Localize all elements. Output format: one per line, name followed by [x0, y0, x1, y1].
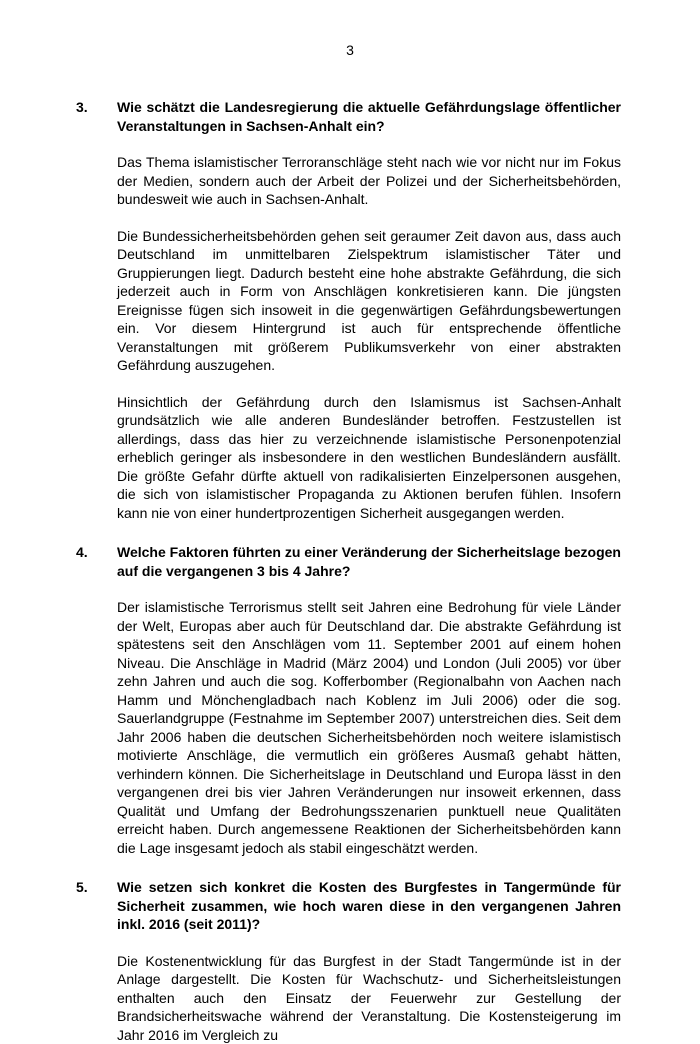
- question-number: 5.: [76, 878, 117, 934]
- question-number: 3.: [76, 98, 117, 135]
- question: [76, 543, 621, 580]
- question-text: Wie setzen sich konkret die Kosten des Burgfestes in Tangermünde für Sicherheit zusammen, wie hoch waren diese in den vergangenen Jahren inkl. 2016 (seit 2011)?: [117, 878, 621, 934]
- answer-paragraph: Hinsichtlich der Gefährdung durch den Islamismus ist Sachsen-Anhalt grundsätzlich wie alle anderen Bundesländer betroffen. Festzustellen ist allerdings, dass das hier zu verzeichnende islamistische Personenpotenzial erheblich geringer als insbesondere in den westlichen Bundesländern ausfällt. Die größte Gefahr dürfte aktuell von radikalisierten Einzelpersonen ausgehen, die sich von islamistischer Propaganda zu Aktionen berufen fühlen. Insofern kann nie von einer hundertprozentigen Sicherheit ausgegangen werden.: [117, 393, 621, 523]
- section-5: [76, 878, 621, 1044]
- section-3: [76, 98, 621, 522]
- page-number: 3: [0, 42, 700, 58]
- answer-paragraph: Das Thema islamistischer Terroranschläge steht nach wie vor nicht nur im Fokus der Medien, sondern auch der Arbeit der Polizei und der Sicherheitsbehörden, bundesweit wie auch in Sachsen-Anhalt.: [117, 153, 621, 209]
- answer: [117, 598, 621, 857]
- section-4: [76, 543, 621, 857]
- question: [76, 98, 621, 135]
- question-number: 4.: [76, 543, 117, 580]
- answer: [117, 153, 621, 522]
- document-body: [76, 98, 621, 1044]
- answer-paragraph: Der islamistische Terrorismus stellt seit Jahren eine Bedrohung für viele Länder der Welt, Europas aber auch für Deutschland dar. Die abstrakte Gefährdung ist spätestens seit den Anschlägen vom 11. September 2001 auf einem hohen Niveau. Die Anschläge in Madrid (März 2004) und London (Juli 2005) vor über zehn Jahren und auch die sog. Kofferbomber (Regionalbahn von Aachen nach Hamm und Mönchengladbach nach Koblenz im Juli 2006) oder die sog. Sauerlandgruppe (Festnahme im September 2007) unterstreichen dies. Seit dem Jahr 2006 haben die deutschen Sicherheitsbehörden noch weitere islamistisch motivierte Anschläge, die vermutlich ein größeres Ausmaß gehabt hätten, verhindern können. Die Sicherheitslage in Deutschland und Europa lässt in den vergangenen drei bis vier Jahren Veränderungen nur insoweit erkennen, dass Qualität und Umfang der Bedrohungsszenarien punktuell neue Qualitäten erreicht haben. Durch angemessene Reaktionen der Sicherheitsbehörden kann die Lage insgesamt jedoch als stabil eingeschätzt werden.: [117, 598, 621, 857]
- question-text: Welche Faktoren führten zu einer Veränderung der Sicherheitslage bezogen auf die vergangenen 3 bis 4 Jahre?: [117, 543, 621, 580]
- answer-paragraph: Die Kostenentwicklung für das Burgfest in der Stadt Tangermünde ist in der Anlage dargestellt. Die Kosten für Wachschutz- und Sicherheitsleistungen enthalten auch den Einsatz der Feuerwehr zur Gestellung der Brandsicherheitswache während der Veranstaltung. Die Kostensteigerung im Jahr 2016 im Vergleich zu: [117, 952, 621, 1044]
- answer-paragraph: Die Bundessicherheitsbehörden gehen seit geraumer Zeit davon aus, dass auch Deutschland im unmittelbaren Zielspektrum islamistischer Täter und Gruppierungen liegt. Dadurch besteht eine hohe abstrakte Gefährdung, die sich jederzeit auch in Form von Anschlägen konkretisieren kann. Die jüngsten Ereignisse fügen sich insoweit in die gegenwärtigen Gefährdungsbewertungen ein. Vor diesem Hintergrund ist auch für entsprechende öffentliche Veranstaltungen mit größerem Publikumsverkehr von einer abstrakten Gefährdung auszugehen.: [117, 227, 621, 375]
- answer: [117, 952, 621, 1044]
- question: [76, 878, 621, 934]
- question-text: Wie schätzt die Landesregierung die aktuelle Gefährdungslage öffentlicher Veranstaltungen in Sachsen-Anhalt ein?: [117, 98, 621, 135]
